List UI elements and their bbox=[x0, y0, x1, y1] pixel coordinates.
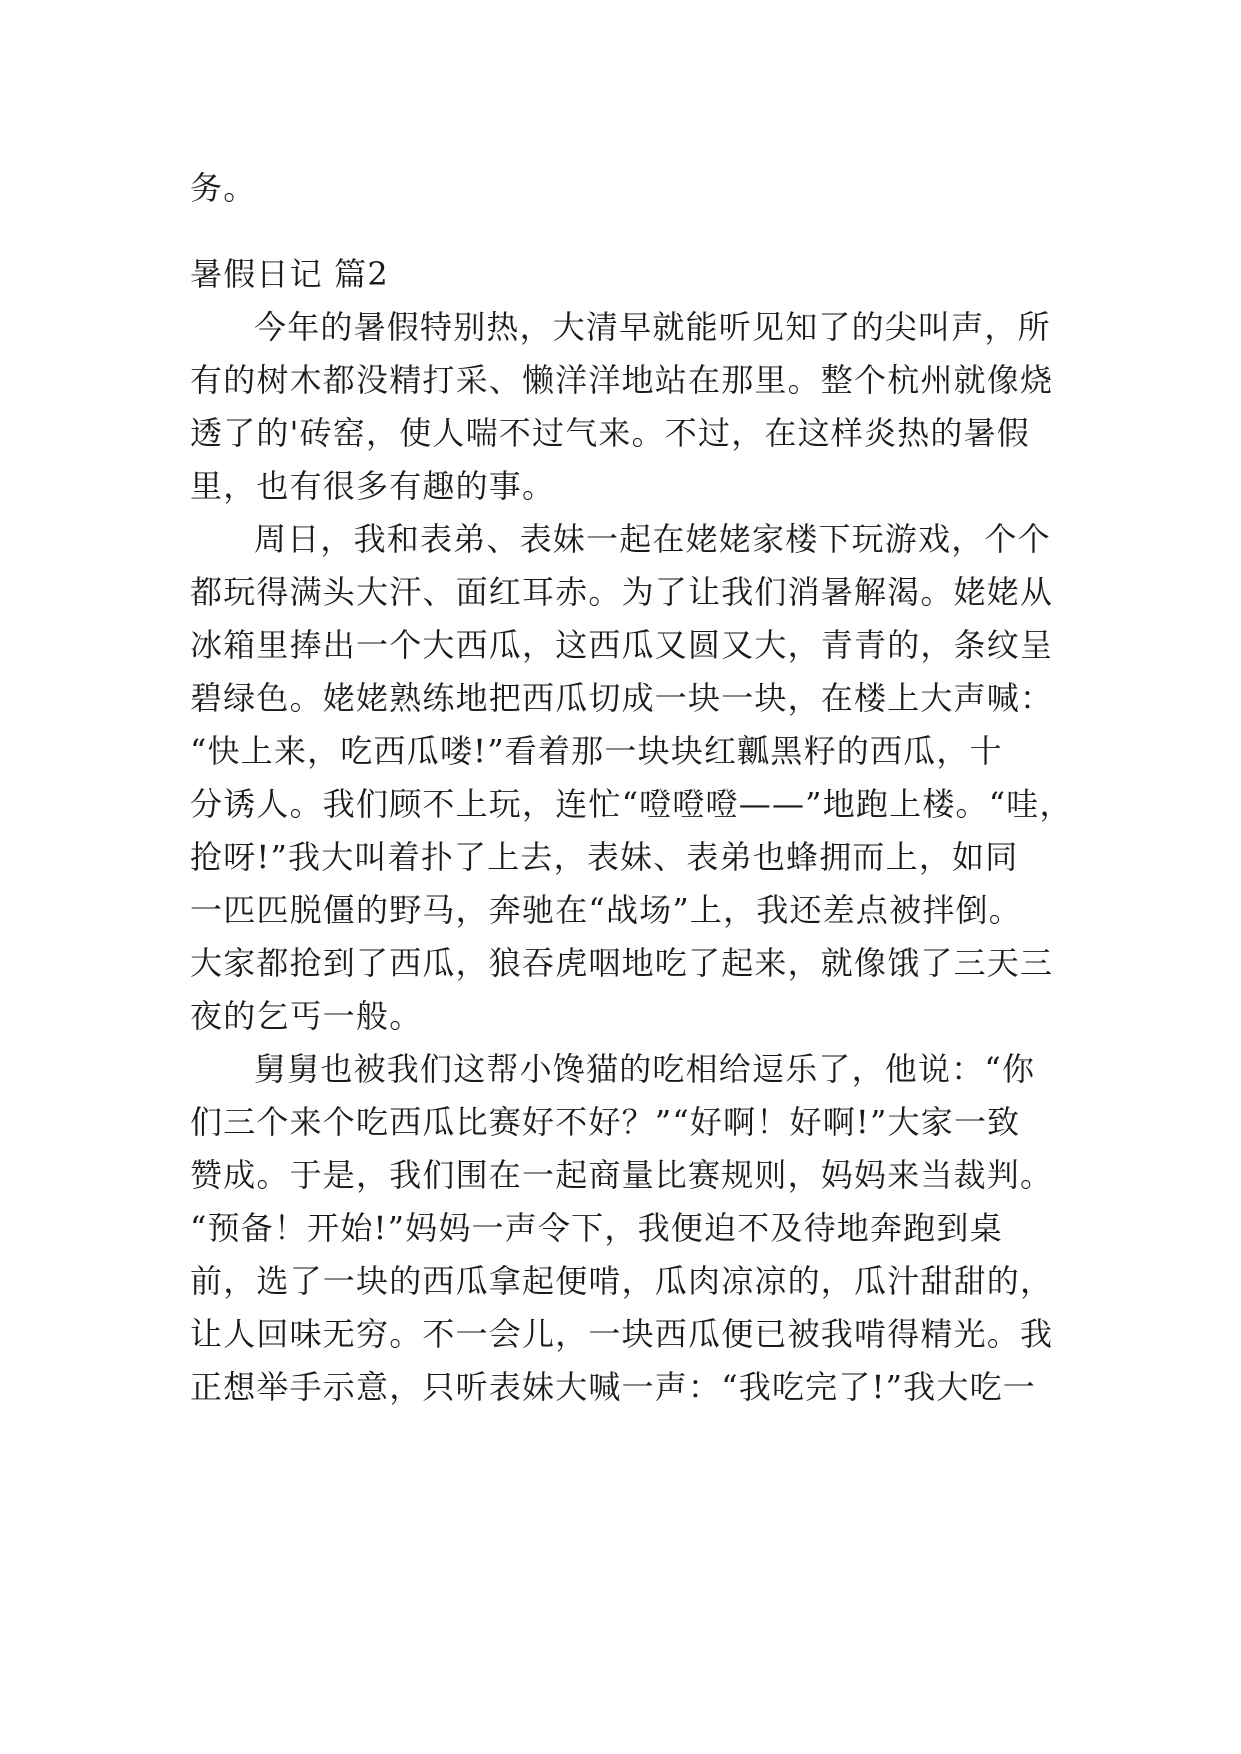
paragraph-2-line-3: 冰箱里捧出一个大西瓜，这西瓜又圆又大，青青的，条纹呈 bbox=[190, 626, 1054, 664]
paragraph-2-line-7: 抢呀!”我大叫着扑了上去，表妹、表弟也蜂拥而上，如同 bbox=[190, 838, 1019, 876]
paragraph-2-line-6: 分诱人。我们顾不上玩，连忙“噔噔噔——”地跑上楼。“哇， bbox=[190, 785, 1073, 823]
paragraph-2-line-8: 一匹匹脱僵的野马，奔驰在“战场”上，我还差点被拌倒。 bbox=[190, 891, 1022, 929]
paragraph-3-line-1: 舅舅也被我们这帮小馋猫的吃相给逗乐了，他说：“你 bbox=[254, 1050, 1036, 1088]
continuation-text: 务。 bbox=[190, 169, 257, 207]
paragraph-2-line-4: 碧绿色。姥姥熟练地把西瓜切成一块一块，在楼上大声喊： bbox=[190, 679, 1054, 717]
paragraph-3-line-5: 前，选了一块的西瓜拿起便啃，瓜肉凉凉的，瓜汁甜甜的， bbox=[190, 1262, 1054, 1300]
paragraph-3-line-3: 赞成。于是，我们围在一起商量比赛规则，妈妈来当裁判。 bbox=[190, 1156, 1054, 1194]
paragraph-2-line-5: “快上来，吃西瓜喽!”看着那一块块红瓤黑籽的西瓜，十 bbox=[190, 732, 1003, 770]
paragraph-3-line-2: 们三个来个吃西瓜比赛好不好？”“好啊！好啊!”大家一致 bbox=[190, 1103, 1021, 1141]
paragraph-2-line-9: 大家都抢到了西瓜，狼吞虎咽地吃了起来，就像饿了三天三 bbox=[190, 944, 1054, 982]
paragraph-3-line-6: 让人回味无穷。不一会儿，一块西瓜便已被我啃得精光。我 bbox=[190, 1315, 1054, 1353]
paragraph-1-line-3: 透了的'砖窑，使人喘不过气来。不过，在这样炎热的暑假 bbox=[190, 414, 1030, 452]
paragraph-2-line-2: 都玩得满头大汗、面红耳赤。为了让我们消暑解渴。姥姥从 bbox=[190, 573, 1054, 611]
section-heading: 暑假日记 篇2 bbox=[190, 255, 389, 293]
paragraph-2-line-10: 夜的乞丐一般。 bbox=[190, 997, 423, 1035]
paragraph-3-line-7: 正想举手示意，只听表妹大喊一声：“我吃完了!”我大吃一 bbox=[190, 1368, 1036, 1406]
paragraph-2-line-1: 周日，我和表弟、表妹一起在姥姥家楼下玩游戏，个个 bbox=[254, 520, 1051, 558]
paragraph-1-line-2: 有的树木都没精打采、懒洋洋地站在那里。整个杭州就像烧 bbox=[190, 361, 1054, 399]
paragraph-3-line-4: “预备！开始!”妈妈一声令下，我便迫不及待地奔跑到桌 bbox=[190, 1209, 1003, 1247]
paragraph-1-line-4: 里，也有很多有趣的事。 bbox=[190, 467, 556, 505]
paragraph-1-line-1: 今年的暑假特别热，大清早就能听见知了的尖叫声，所 bbox=[254, 308, 1051, 346]
